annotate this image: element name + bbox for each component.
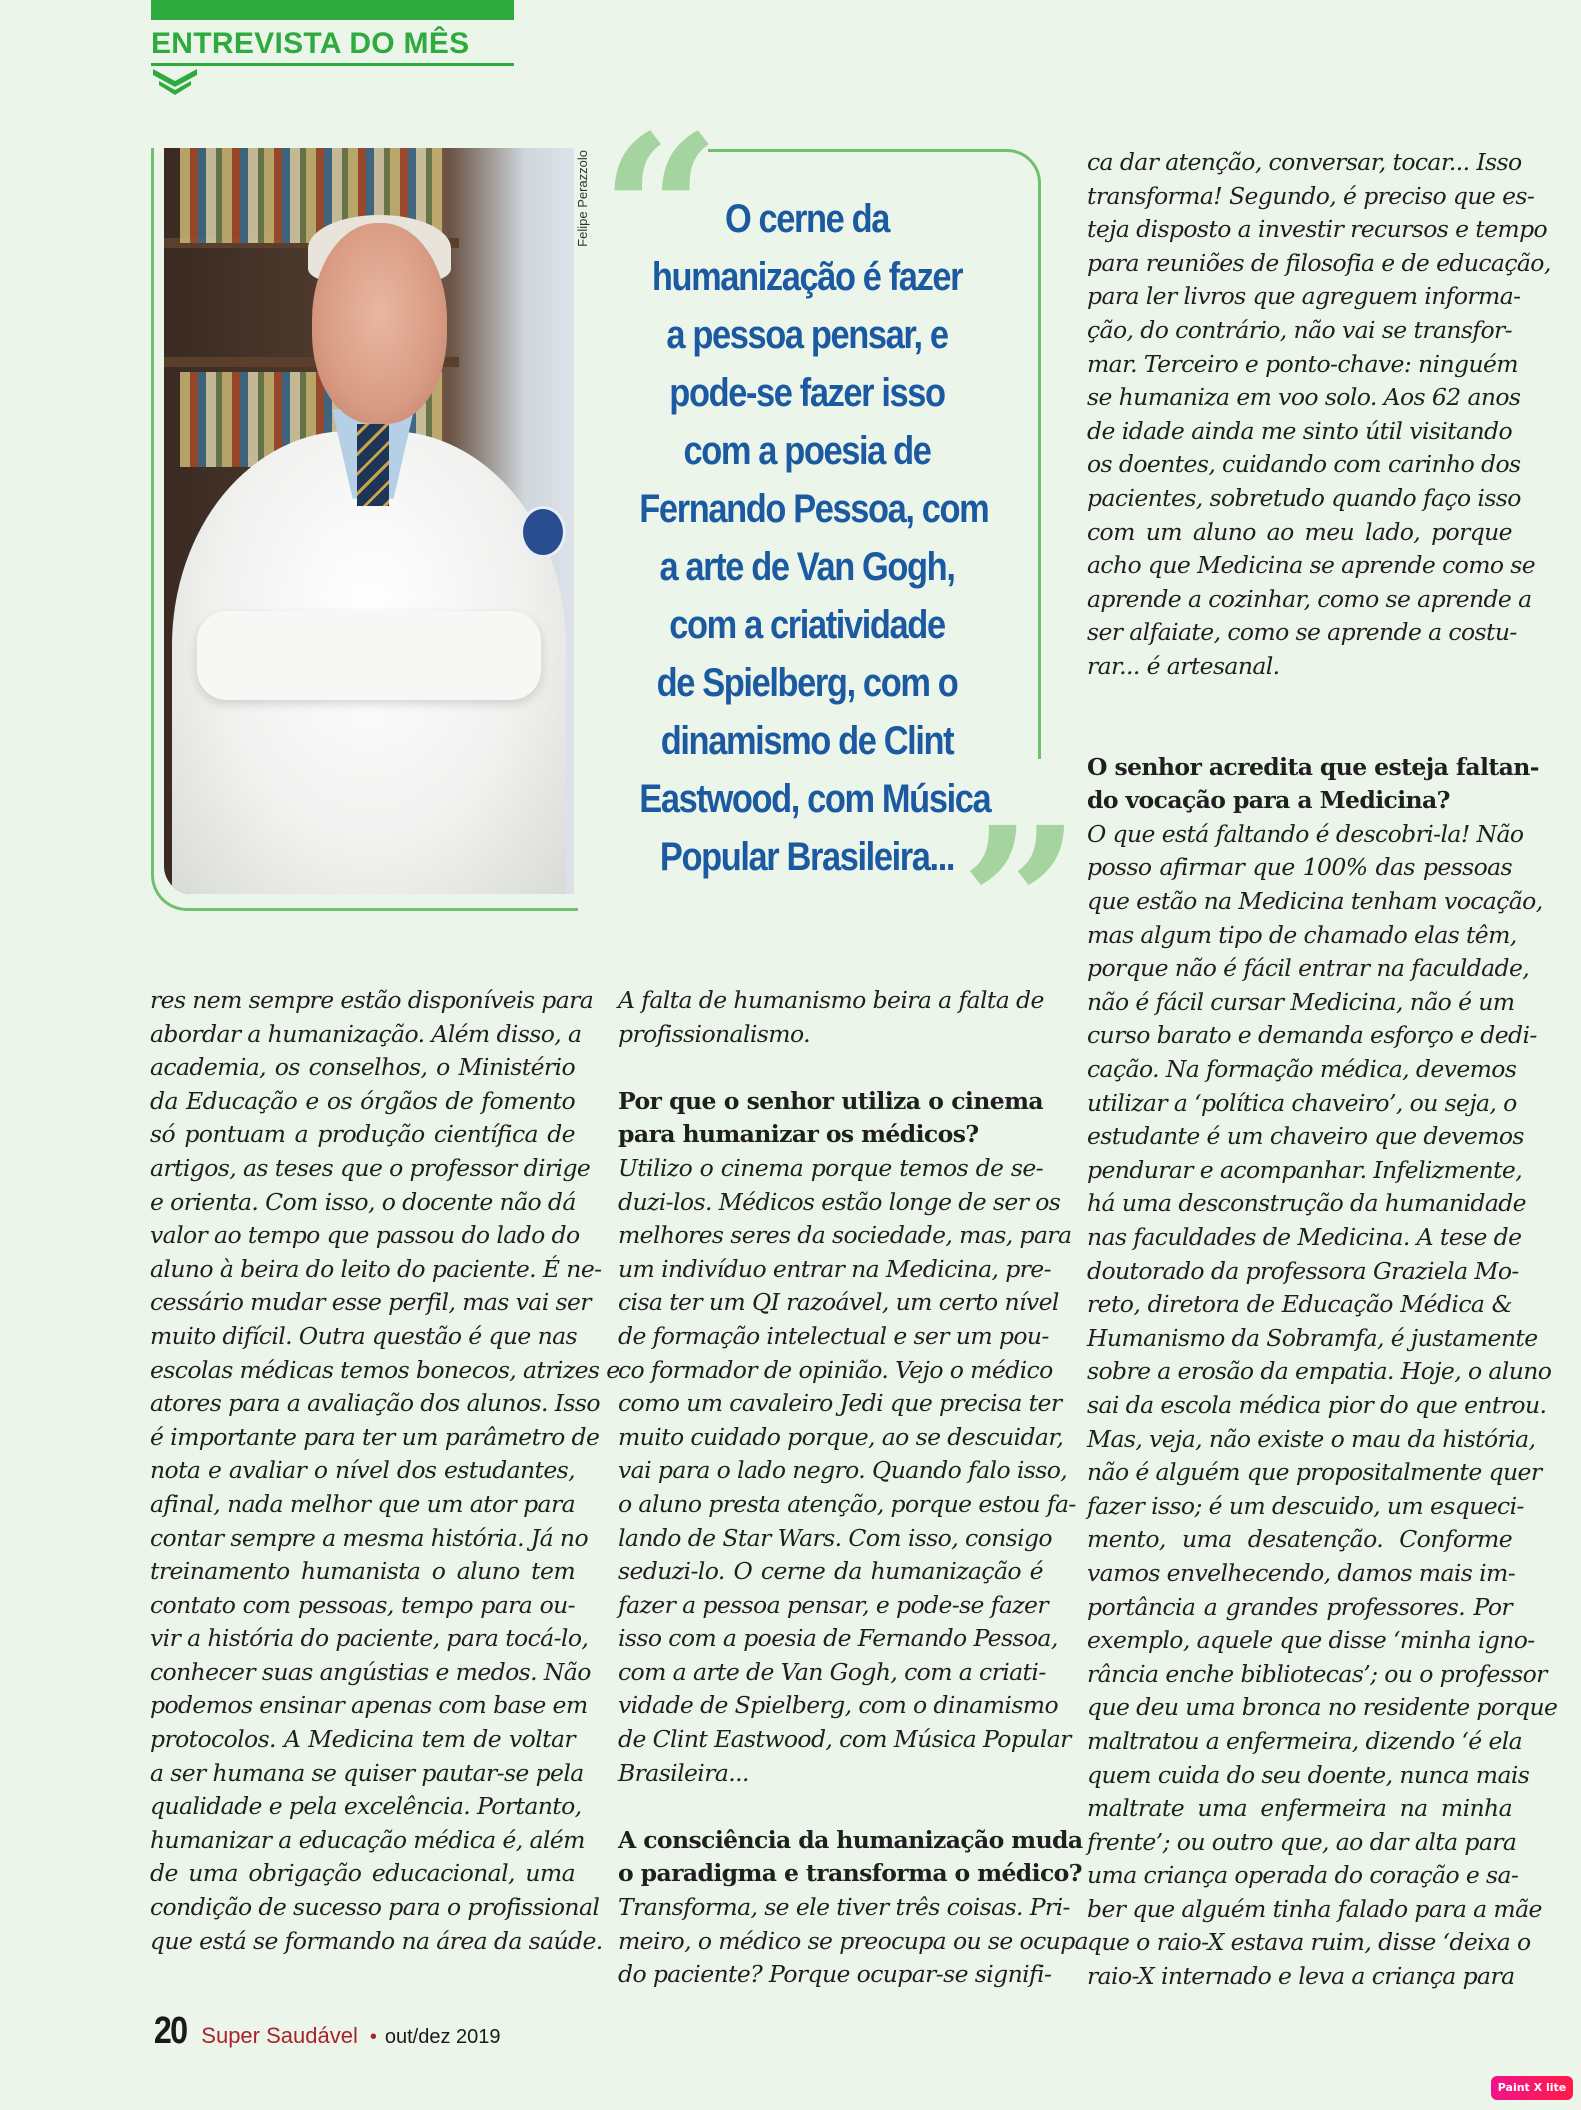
- text-line: nas faculdades de Medicina. A tese de: [1087, 1223, 1522, 1251]
- interview-question: [618, 1085, 1043, 1152]
- text-line: do vocação para a Medicina?: [1087, 786, 1450, 815]
- text-line: cação. Na formação médica, devemos: [1087, 1055, 1517, 1084]
- text-line: acho que Medicina se aprende como se: [1087, 551, 1536, 580]
- text-line: academia, os conselhos, o Ministério: [150, 1053, 575, 1082]
- text-line: portância a grandes professores. Por: [1087, 1592, 1512, 1621]
- text-line: para ler livros que agreguem informa-: [1087, 282, 1521, 311]
- text-line: profissionalismo.: [618, 1019, 810, 1048]
- text-line: cessário mudar esse perfil, mas vai ser: [150, 1288, 591, 1317]
- text-line: mas algum tipo de chamado elas têm,: [1087, 920, 1517, 949]
- text-line: pendurar e acompanhar. Infelizmente,: [1087, 1155, 1523, 1184]
- page-number: 20: [153, 2010, 187, 2052]
- text-line: e orienta. Com isso, o docente não dá: [150, 1187, 576, 1216]
- text-line: sobre a erosão da empatia. Hoje, o aluno: [1087, 1357, 1552, 1386]
- text-line: exemplo, aquele que disse ‘minha igno-: [1087, 1626, 1535, 1655]
- open-quote-icon: “: [600, 89, 721, 336]
- text-line: mento, uma desatenção. Conforme: [1087, 1525, 1512, 1554]
- text-line: isso com a poesia de Fernando Pessoa,: [618, 1624, 1058, 1653]
- text-line: que está se formando na área da saúde.: [150, 1926, 603, 1955]
- text-line: A consciência da humanização muda: [618, 1825, 1083, 1854]
- text-line: raio-X internado e leva a criança para: [1087, 1962, 1515, 1991]
- text-line: cisa ter um QI razoável, um certo nível: [618, 1288, 1059, 1317]
- text-line: de idade ainda me sinto útil visitando: [1087, 416, 1512, 445]
- text-line: que deu uma bronca no residente porque: [1087, 1693, 1558, 1722]
- text-line: aprende a cozinhar, como se aprende a: [1087, 584, 1532, 613]
- text-line: maltrate uma enfermeira na minha: [1087, 1794, 1512, 1823]
- text-line: vai para o lado negro. Quando falo isso,: [618, 1456, 1068, 1485]
- text-line: condição de sucesso para o profissional: [150, 1893, 600, 1922]
- article-column-left: [150, 984, 620, 1958]
- text-line: fazer isso; é um descuido, um esqueci-: [1087, 1491, 1524, 1520]
- text-line: o aluno presta atenção, porque estou fa-: [618, 1489, 1076, 1518]
- text-line: muito cuidado porque, ao se descuidar,: [618, 1422, 1064, 1451]
- text-line: não é alguém que propositalmente quer: [1087, 1458, 1542, 1487]
- pull-quote-line: Eastwood, com Música: [639, 777, 991, 821]
- pull-quote-line: de Spielberg, com o: [656, 661, 958, 705]
- photo-credit: Felipe Perazzolo: [575, 150, 590, 247]
- pull-quote-line: com a criatividade: [669, 603, 945, 647]
- text-line: posso afirmar que 100% das pessoas: [1087, 853, 1512, 882]
- header-rule: [151, 63, 514, 66]
- text-line: podemos ensinar apenas com base em: [150, 1691, 588, 1720]
- text-line: contar sempre a mesma história. Já no: [150, 1523, 588, 1552]
- text-line: meiro, o médico se preocupa ou se ocupa: [618, 1926, 1089, 1955]
- text-line: ca dar atenção, conversar, tocar... Isso: [1087, 148, 1522, 176]
- text-line: maltratou a enfermeira, dizendo ‘é ela: [1087, 1726, 1523, 1755]
- text-line: teja disposto a investir recursos e tempo: [1087, 215, 1548, 244]
- issue-date: out/dez 2019: [384, 2026, 501, 2048]
- pull-quote-line: humanização é fazer: [651, 255, 963, 299]
- tie: [357, 424, 390, 506]
- text-line: protocolos. A Medicina tem de voltar: [150, 1725, 575, 1754]
- text-line: quem cuida do seu doente, nunca mais: [1087, 1760, 1530, 1789]
- chevron-down-icon: [153, 69, 197, 95]
- text-line: o paradigma e transforma o médico?: [618, 1859, 1082, 1888]
- text-line: para reuniões de filosofia e de educação,: [1087, 248, 1551, 277]
- answer-paragraph: [1087, 818, 1558, 1994]
- text-line: Utilizo o cinema porque temos de se-: [618, 1153, 1043, 1182]
- text-line: se humaniza em voo solo. Aos 62 anos: [1087, 383, 1521, 412]
- text-line: só pontuam a produção científica de: [150, 1120, 575, 1149]
- text-line: muito difícil. Outra questão é que nas: [150, 1321, 578, 1350]
- text-line: humanizar a educação médica é, além: [150, 1825, 585, 1854]
- text-line: vir a história do paciente, para tocá-lo,: [150, 1624, 589, 1653]
- text-line: Mas, veja, não existe o mau da história,: [1087, 1424, 1536, 1453]
- text-line: rar... é artesanal.: [1087, 651, 1280, 680]
- text-line: ção, do contrário, não vai se transfor-: [1087, 315, 1512, 344]
- page-footer: [151, 2010, 501, 2053]
- text-line: treinamento humanista o aluno tem: [150, 1557, 575, 1586]
- text-line: curso barato e demanda esforço e dedi-: [1087, 1021, 1537, 1050]
- text-line: afinal, nada melhor que um ator para: [150, 1489, 575, 1518]
- pull-quote-line: Fernando Pessoa, com: [639, 487, 989, 531]
- text-line: abordar a humanização. Além disso, a: [150, 1019, 582, 1048]
- text-line: de formação intelectual e ser um pou-: [618, 1321, 1049, 1350]
- text-line: porque não é fácil entrar na faculdade,: [1087, 954, 1530, 983]
- text-line: valor ao tempo que passou do lado do: [150, 1221, 580, 1250]
- watermark-badge: Paint X lite: [1491, 2076, 1573, 2100]
- text-line: A falta de humanismo beira a falta de: [618, 986, 1044, 1014]
- text-line: não é fácil cursar Medicina, não é um: [1087, 987, 1515, 1016]
- text-line: Brasileira...: [618, 1758, 749, 1787]
- article-column-middle: [618, 984, 1089, 1992]
- face: [312, 223, 447, 424]
- pull-quote-line: pode-se fazer isso: [669, 371, 945, 415]
- text-line: a ser humana se quiser pautar-se pela: [150, 1758, 584, 1787]
- text-line: frente’; ou outro que, ao dar alta para: [1087, 1827, 1517, 1856]
- text-line: rância enche bibliotecas’; ou o professor: [1087, 1659, 1547, 1688]
- text-line: atores para a avaliação dos alunos. Isso: [150, 1389, 600, 1418]
- text-line: res nem sempre estão disponíveis para: [150, 986, 594, 1014]
- text-line: para humanizar os médicos?: [618, 1120, 979, 1149]
- text-line: escolas médicas temos bonecos, atrizes e: [150, 1355, 620, 1384]
- answer-paragraph: [618, 1152, 1076, 1790]
- text-line: que estão na Medicina tenham vocação,: [1087, 887, 1543, 916]
- pull-quote-line: a pessoa pensar, e: [666, 313, 948, 357]
- text-line: Por que o senhor utiliza o cinema: [618, 1086, 1043, 1115]
- article-column-right: [1087, 146, 1558, 1994]
- magazine-name: Super Saudável: [201, 2023, 358, 2048]
- header-bar: [151, 0, 514, 20]
- text-line: de Clint Eastwood, com Música Popular: [618, 1725, 1071, 1754]
- text-line: utilizar a ‘política chaveiro’, ou seja, o: [1087, 1088, 1517, 1117]
- interview-question: [1087, 751, 1539, 818]
- text-line: conhecer suas angústias e medos. Não: [150, 1657, 591, 1686]
- text-line: seduzi-lo. O cerne da humanização é: [618, 1557, 1043, 1586]
- text-line: estudante é um chaveiro que devemos: [1087, 1122, 1524, 1151]
- close-quote-icon: ”: [960, 781, 1081, 1028]
- text-line: duzi-los. Médicos estão longe de ser os: [618, 1187, 1061, 1216]
- text-line: ber que alguém tinha falado para a mãe: [1087, 1894, 1542, 1923]
- answer-paragraph: [1087, 146, 1551, 684]
- text-line: Transforma, se ele tiver três coisas. Pri-: [618, 1893, 1070, 1922]
- section-header: [151, 0, 514, 66]
- text-line: que o raio-X estava ruim, disse ‘deixa o: [1087, 1928, 1531, 1957]
- pull-quote-line: O cerne da: [724, 197, 890, 241]
- text-line: da Educação e os órgãos de fomento: [150, 1086, 575, 1115]
- text-line: de uma obrigação educacional, uma: [150, 1859, 575, 1888]
- pull-quote-line: dinamismo de Clint: [660, 719, 954, 763]
- crossed-arms: [197, 611, 541, 701]
- interview-question: [618, 1824, 1083, 1891]
- text-line: mar. Terceiro e ponto-chave: ninguém: [1087, 349, 1518, 378]
- doctor-portrait-photo: [164, 148, 574, 894]
- text-line: doutorado da professora Graziela Mo-: [1087, 1256, 1519, 1285]
- text-line: há uma desconstrução da humanidade: [1087, 1189, 1526, 1218]
- text-line: com um aluno ao meu lado, porque: [1087, 517, 1512, 546]
- pull-quote: [639, 190, 991, 886]
- text-line: vidade de Spielberg, com o dinamismo: [618, 1691, 1059, 1720]
- text-line: reto, diretora de Educação Médica &: [1087, 1290, 1512, 1319]
- text-line: melhores seres da sociedade, mas, para: [618, 1221, 1072, 1250]
- answer-paragraph: [618, 984, 1043, 1051]
- text-line: qualidade e pela excelência. Portanto,: [150, 1792, 582, 1821]
- text-line: sai da escola médica pior do que entrou.: [1087, 1390, 1547, 1419]
- text-line: fazer a pessoa pensar, e pode-se fazer: [618, 1590, 1048, 1619]
- text-line: os doentes, cuidando com carinho dos: [1087, 450, 1521, 479]
- text-line: uma criança operada do coração e sa-: [1087, 1861, 1519, 1890]
- text-line: lando de Star Wars. Com isso, consigo: [618, 1523, 1052, 1552]
- text-line: do paciente? Porque ocupar-se signifi-: [618, 1960, 1052, 1989]
- text-line: pacientes, sobretudo quando faço isso: [1087, 483, 1521, 512]
- text-line: ser alfaiate, como se aprende a costu-: [1087, 618, 1517, 647]
- text-line: com a arte de Van Gogh, com a criati-: [618, 1657, 1046, 1686]
- text-line: como um cavaleiro Jedi que precisa ter: [618, 1389, 1062, 1418]
- coat-emblem-icon: [520, 506, 566, 558]
- pull-quote-line: com a poesia de: [683, 429, 931, 473]
- section-title: ENTREVISTA DO MÊS: [151, 27, 470, 60]
- pull-quote-line: Popular Brasileira...: [659, 835, 955, 879]
- text-line: artigos, as teses que o professor dirige: [150, 1153, 591, 1182]
- text-line: aluno à beira do leito do paciente. É ne-: [150, 1254, 602, 1283]
- answer-paragraph: [618, 1891, 1089, 1992]
- pull-quote-line: a arte de Van Gogh,: [659, 545, 955, 589]
- separator-dot: •: [369, 2026, 377, 2048]
- text-line: Humanismo da Sobramfa, é justamente: [1087, 1323, 1538, 1352]
- text-line: transforma! Segundo, é preciso que es-: [1087, 181, 1535, 210]
- text-line: nota e avaliar o nível dos estudantes,: [150, 1456, 575, 1485]
- text-line: O senhor acredita que esteja faltan-: [1087, 752, 1539, 781]
- text-line: O que está faltando é descobri-la! Não: [1087, 819, 1524, 848]
- text-line: um indivíduo entrar na Medicina, pre-: [618, 1254, 1051, 1283]
- text-line: contato com pessoas, tempo para ou-: [150, 1590, 575, 1619]
- text-line: vamos envelhecendo, damos mais im-: [1087, 1558, 1516, 1587]
- text-line: co formador de opinião. Vejo o médico: [618, 1355, 1053, 1384]
- text-line: é importante para ter um parâmetro de: [150, 1422, 600, 1451]
